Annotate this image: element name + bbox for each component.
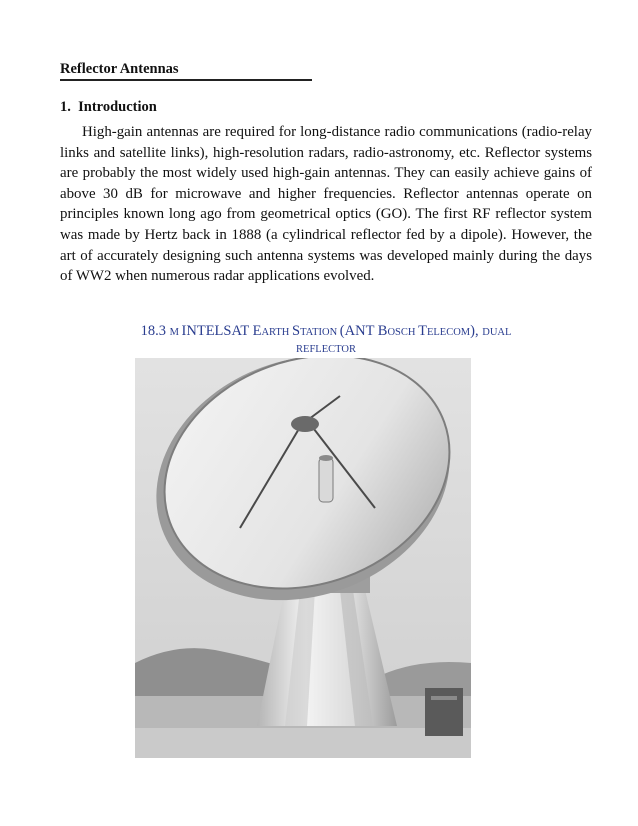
figure-caption — [60, 322, 592, 342]
antenna-photo — [135, 358, 471, 758]
figure-caption-segment: INTELSAT E — [181, 323, 262, 339]
figure-caption-segment: (ANT B — [339, 323, 388, 339]
figure-caption-segment: M — [169, 327, 182, 338]
equipment-shelter — [425, 688, 463, 736]
figure-caption-segment: TATION — [300, 327, 340, 338]
document-title: Reflector Antennas — [60, 60, 312, 81]
figure-caption-segment: ), — [470, 323, 483, 339]
satellite-dish-illustration — [135, 358, 471, 758]
section-number: 1. — [60, 99, 71, 115]
figure-caption-segment: T — [418, 323, 427, 339]
figure-caption-segment: 18.3 — [140, 323, 170, 339]
introduction-paragraph: High-gain antennas are required for long-distance radio communications (radio-relay links and satellite links), high-resolution radars, radio-astronomy, etc. Reflector systems are probably the most widely used high-gain antennas. They can easily achieve gains of above 30 dB for microwave and higher frequencies. Reflector antennas operate on principles known long ago from geometrical optics (GO). The first RF reflector system was made by Hertz back in 1888 (a cylindrical reflector fed by a dipole). However, the art of accurately designing such antenna systems was developed mainly during the days of WW2 when numerous radar applications evolved. — [60, 124, 592, 285]
figure-caption-line2: REFLECTOR — [296, 344, 356, 355]
ground-foreground — [135, 728, 471, 758]
figure-caption-segment: DUAL — [482, 327, 512, 338]
section-heading — [60, 97, 157, 117]
section-heading-text: Introduction — [78, 99, 157, 115]
figure-caption-segment: S — [292, 323, 301, 339]
figure-caption-segment: ELECOM — [426, 327, 471, 338]
feed-horn — [319, 458, 333, 502]
subreflector — [291, 416, 319, 432]
figure-caption-segment: OSCH — [387, 327, 419, 338]
figure-caption-segment: ARTH — [261, 327, 293, 338]
